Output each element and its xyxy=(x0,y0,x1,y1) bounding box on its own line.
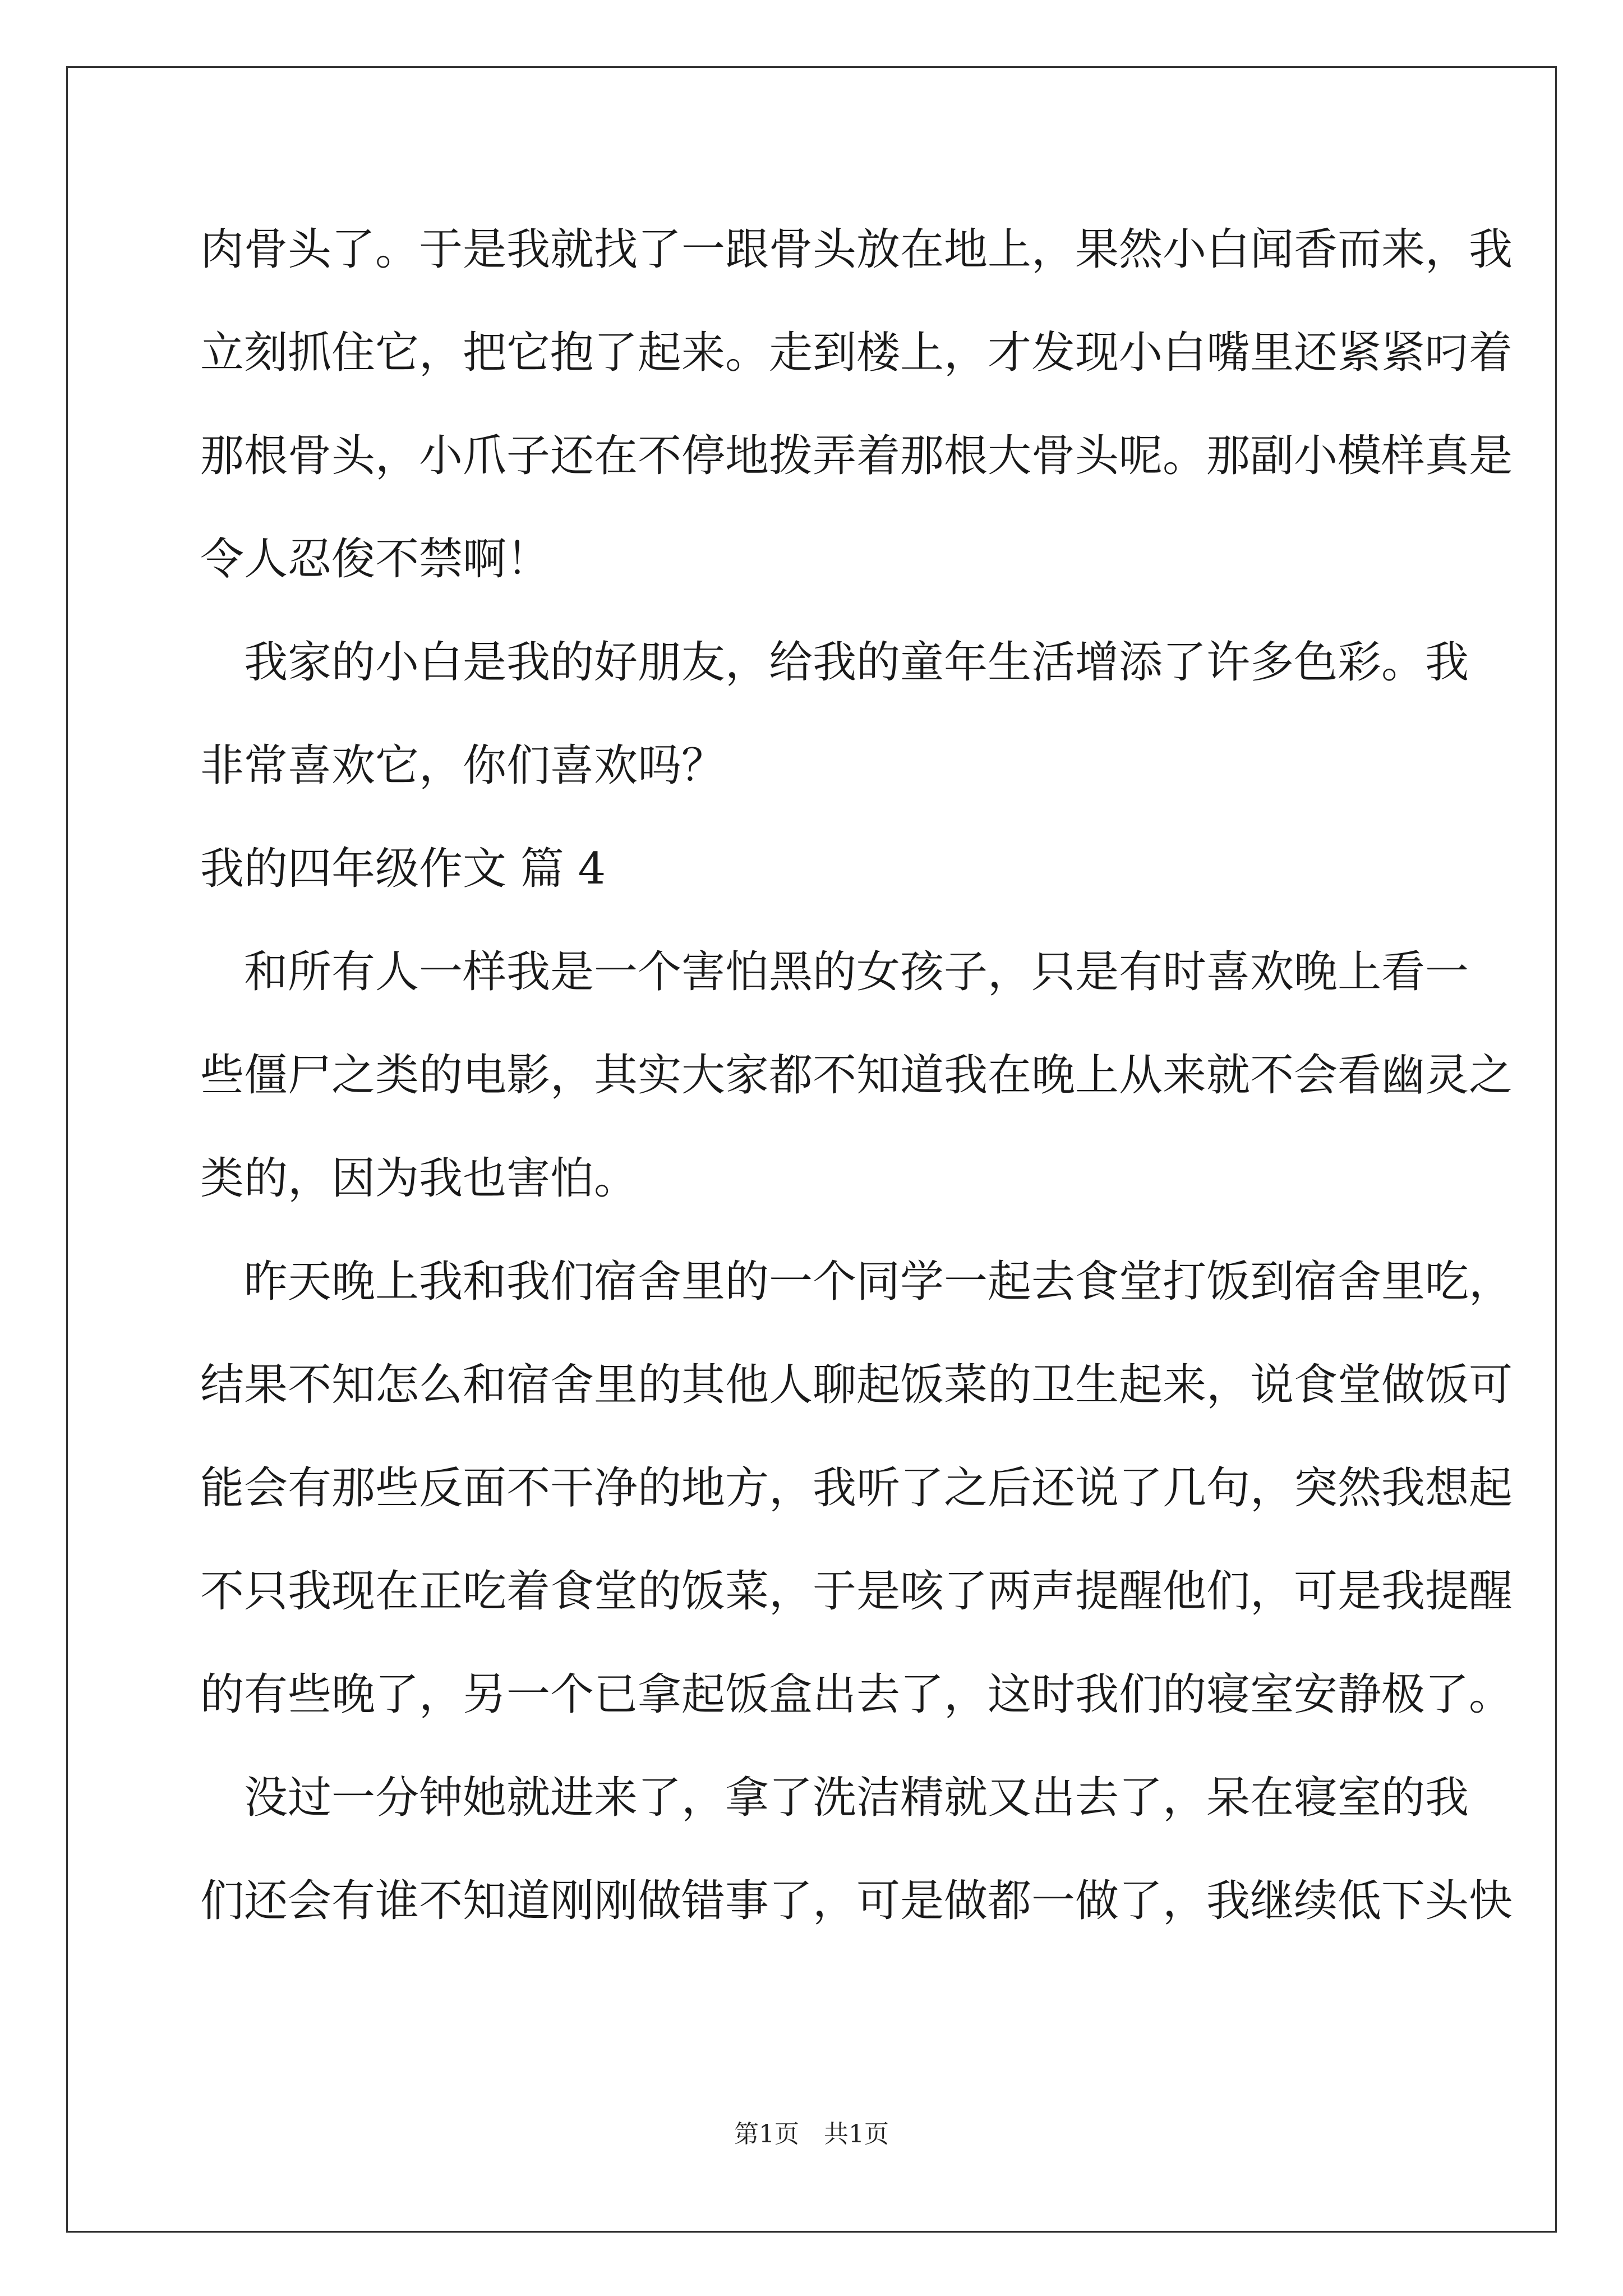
text-line: 能会有那些反面不干净的地方，我听了之后还说了几句，突然我想起 xyxy=(200,1463,1513,1513)
text-line: 类的，因为我也害怕。 xyxy=(200,1153,638,1204)
text-line: 不只我现在正吃着食堂的饭菜，于是咳了两声提醒他们，可是我提醒 xyxy=(200,1566,1513,1617)
text-line: 那根骨头，小爪子还在不停地拨弄着那根大骨头呢。那副小模样真是 xyxy=(200,431,1513,481)
page-footer: 第1页 共1页 xyxy=(734,2120,889,2148)
text-line: 结果不知怎么和宿舍里的其他人聊起饭菜的卫生起来，说食堂做饭可 xyxy=(200,1360,1513,1410)
section-heading: 我的四年级作文 篇 4 xyxy=(200,844,606,894)
text-line: 的有些晚了，另一个已拿起饭盒出去了，这时我们的寝室安静极了。 xyxy=(200,1669,1513,1720)
text-line: 和所有人一样我是一个害怕黑的女孩子，只是有时喜欢晚上看一 xyxy=(200,947,1469,997)
text-line: 令人忍俊不禁啊！ xyxy=(200,534,551,585)
text-line: 立刻抓住它，把它抱了起来。走到楼上，才发现小白嘴里还紧紧叼着 xyxy=(200,328,1513,378)
text-line: 我家的小白是我的好朋友，给我的童年生活增添了许多色彩。我 xyxy=(200,637,1469,688)
text-line: 没过一分钟她就进来了，拿了洗洁精就又出去了，呆在寝室的我 xyxy=(200,1773,1469,1823)
text-line: 昨天晚上我和我们宿舍里的一个同学一起去食堂打饭到宿舍里吃， xyxy=(200,1257,1513,1307)
text-line: 们还会有谁不知道刚刚做错事了，可是做都一做了，我继续低下头快 xyxy=(200,1876,1513,1926)
text-line: 肉骨头了。于是我就找了一跟骨头放在地上，果然小白闻香而来，我 xyxy=(200,224,1513,275)
text-line: 些僵尸之类的电影，其实大家都不知道我在晚上从来就不会看幽灵之 xyxy=(200,1050,1513,1101)
text-line: 非常喜欢它，你们喜欢吗？ xyxy=(200,740,726,791)
